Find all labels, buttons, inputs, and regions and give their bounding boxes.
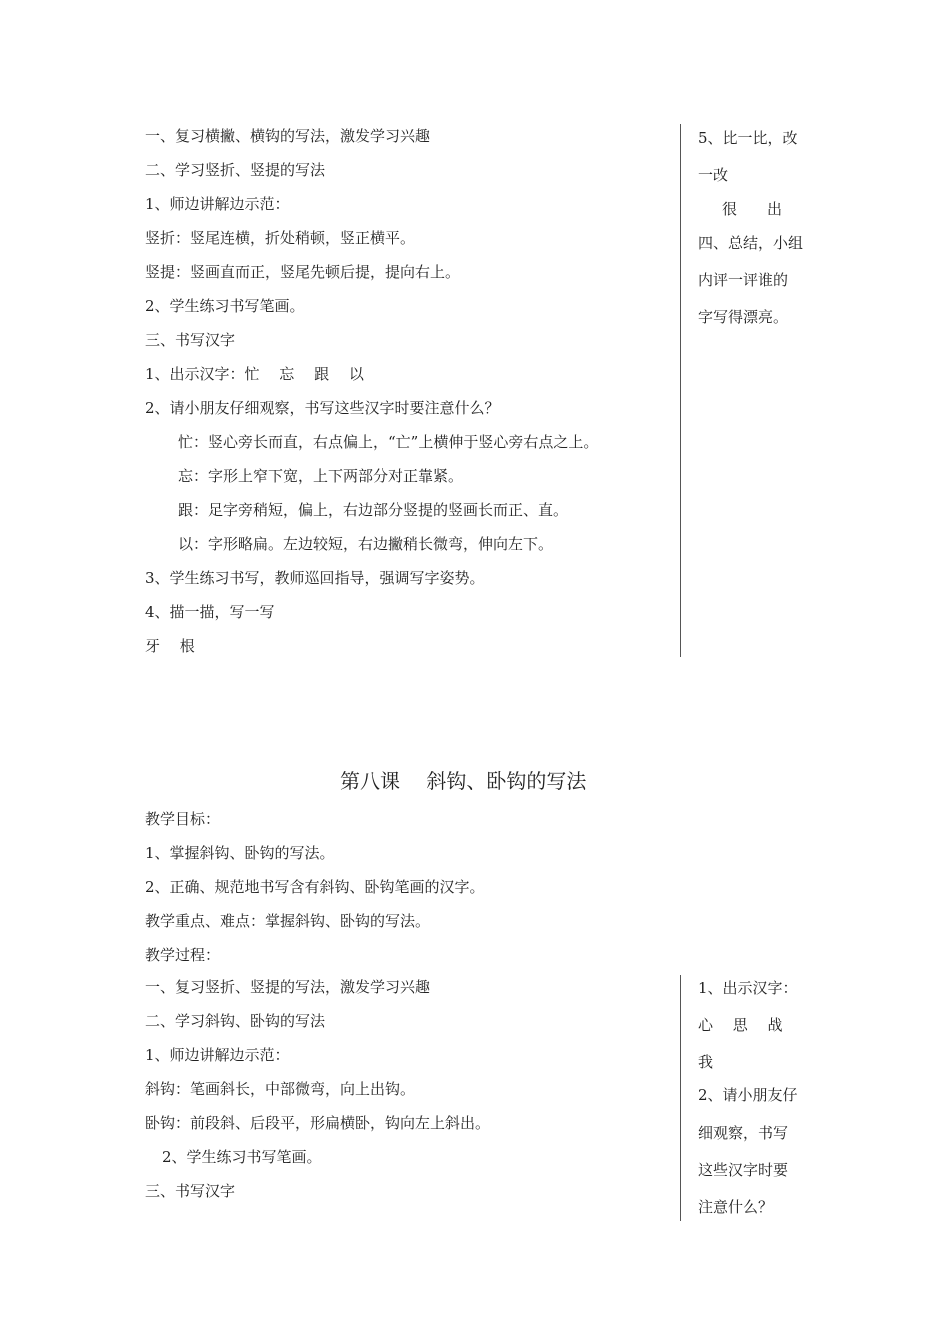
column-divider	[680, 124, 681, 657]
s2-line-3: 1、师边讲解边示范：	[145, 1046, 290, 1064]
s2-side-3: 我	[698, 1053, 714, 1071]
s2-line-6: 2、学生练习书写笔画。	[162, 1148, 322, 1166]
s2-line-7: 三、书写汉字	[145, 1182, 236, 1200]
s1-line-1: 一、复习横撇、横钩的写法，激发学习兴趣	[145, 127, 431, 145]
s2-line-1: 一、复习竖折、竖提的写法，激发学习兴趣	[145, 978, 431, 996]
s2-side-2: 心 思 战	[698, 1016, 783, 1034]
s1-side-4: 四、总结，小组	[698, 234, 804, 252]
s1-line-3: 1、师边讲解边示范：	[145, 195, 290, 213]
s1-line-6: 2、学生练习书写笔画。	[145, 297, 305, 315]
s1-side-6: 字写得漂亮。	[698, 308, 789, 326]
s2-intro-1: 教学目标：	[145, 810, 221, 828]
s2-intro-3: 2、正确、规范地书写含有斜钩、卧钩笔画的汉字。	[145, 878, 485, 896]
s1-line-11: 忘：字形上窄下宽，上下两部分对正靠紧。	[178, 467, 464, 485]
lesson-title: 第八课 斜钩、卧钩的写法	[340, 769, 587, 793]
s1-line-7: 三、书写汉字	[145, 331, 236, 349]
s1-line-15: 4、描一描，写一写	[145, 603, 275, 621]
s1-line-2: 二、学习竖折、竖提的写法	[145, 161, 326, 179]
s2-line-4: 斜钩：笔画斜长，中部微弯，向上出钩。	[145, 1080, 416, 1098]
s2-intro-4: 教学重点、难点：掌握斜钩、卧钩的写法。	[145, 912, 431, 930]
s1-line-9: 2、请小朋友仔细观察，书写这些汉字时要注意什么？	[145, 399, 500, 417]
s1-side-1: 5、比一比，改	[698, 129, 798, 147]
column-divider-2	[680, 975, 681, 1221]
s1-line-4: 竖折：竖尾连横，折处稍顿，竖正横平。	[145, 229, 416, 247]
s1-side-2: 一改	[698, 166, 729, 184]
s2-side-1: 1、出示汉字：	[698, 979, 798, 997]
s2-intro-5: 教学过程：	[145, 946, 221, 964]
s1-side-3: 很 出	[722, 200, 783, 218]
s2-intro-2: 1、掌握斜钩、卧钩的写法。	[145, 844, 335, 862]
s2-line-2: 二、学习斜钩、卧钩的写法	[145, 1012, 326, 1030]
s2-side-7: 注意什么？	[698, 1198, 774, 1216]
s2-side-4: 2、请小朋友仔	[698, 1086, 798, 1104]
s1-line-5: 竖提：竖画直而正，竖尾先顿后提，提向右上。	[145, 263, 461, 281]
s2-line-5: 卧钩：前段斜、后段平，形扁横卧，钩向左上斜出。	[145, 1114, 491, 1132]
s1-side-5: 内评一评谁的	[698, 271, 789, 289]
s1-line-12: 跟：足字旁稍短，偏上，右边部分竖提的竖画长而正、直。	[178, 501, 569, 519]
s1-line-10: 忙：竖心旁长而直，右点偏上，“亡”上横伸于竖心旁右点之上。	[178, 433, 599, 451]
s1-line-16: 牙 根	[145, 637, 195, 655]
s2-side-5: 细观察，书写	[698, 1124, 789, 1142]
s1-line-8: 1、出示汉字：忙 忘 跟 以	[145, 365, 364, 383]
s1-line-13: 以：字形略扁。左边较短，右边撇稍长微弯，伸向左下。	[178, 535, 554, 553]
s2-side-6: 这些汉字时要	[698, 1161, 789, 1179]
s1-line-14: 3、学生练习书写，教师巡回指导，强调写字姿势。	[145, 569, 485, 587]
